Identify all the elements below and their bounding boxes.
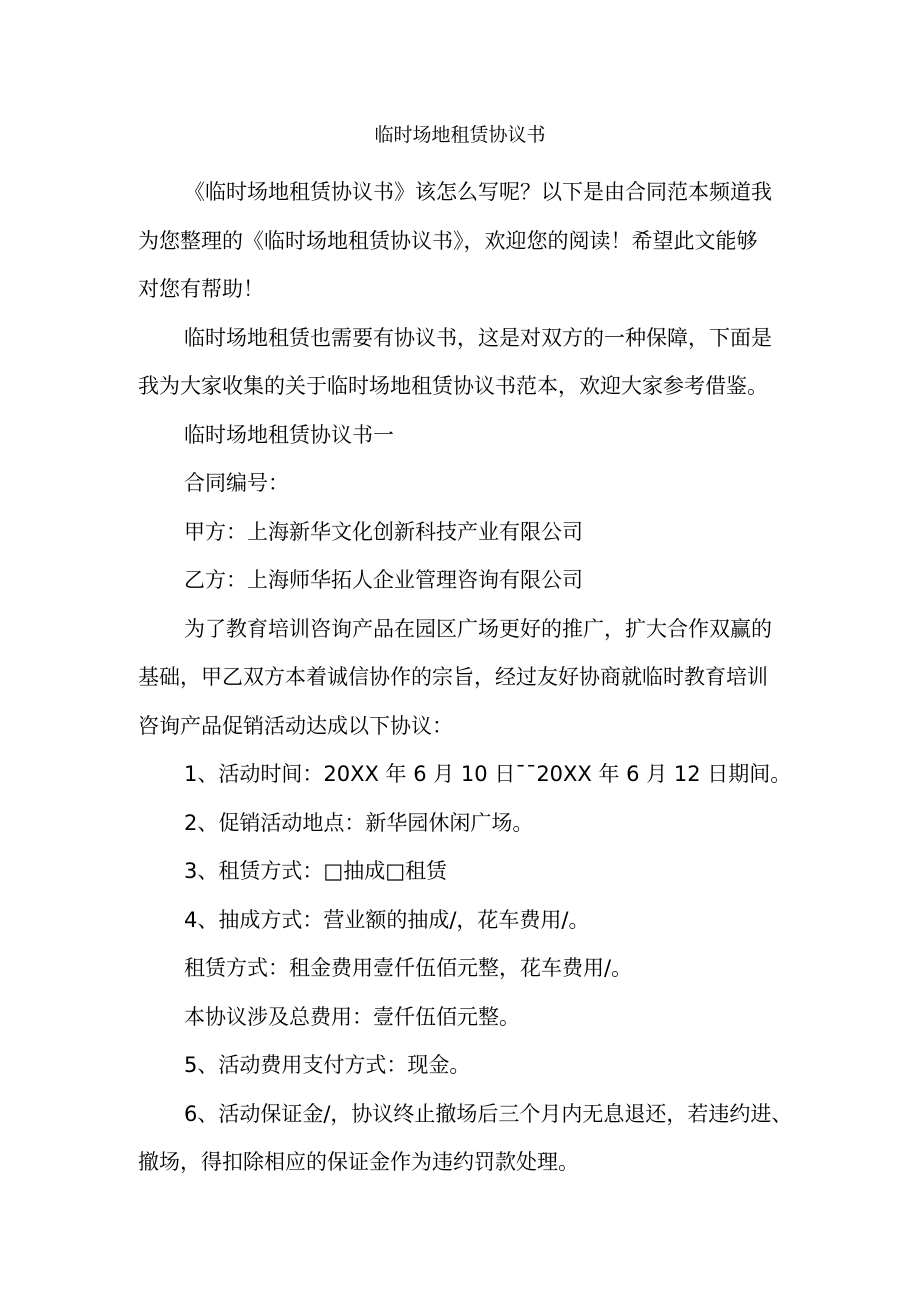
paragraph-purpose — [138, 605, 784, 751]
text-line: 4、抽成方式：营业额的抽成/，花车费用/。 — [184, 907, 590, 932]
text-line: 为了教育培训咨询产品在园区广场更好的推广，扩大合作双赢的 — [184, 616, 772, 641]
text-line: 撤场，得扣除相应的保证金作为违约罚款处理。 — [138, 1150, 579, 1174]
text-line: 合同编号： — [184, 471, 289, 495]
text-line: 为您整理的《临时场地租赁协议书》，欢迎您的阅读！希望此文能够 — [138, 228, 758, 253]
text-line: 1、活动时间：20XX 年 6 月 10 日¯¯20XX 年 6 月 12 日期间。 — [184, 762, 792, 786]
text-line: 我为大家收集的关于临时场地租赁协议书范本，欢迎大家参考借鉴。 — [138, 374, 768, 398]
paragraph-rental-method — [138, 944, 784, 993]
text-line: 3、租赁方式：□抽成□租赁 — [184, 859, 448, 883]
paragraph-clause-5 — [138, 1041, 784, 1090]
text-line: 6、活动保证金/，协议终止撤场后三个月内无息退还，若违约进、 — [184, 1101, 793, 1126]
paragraph-section-heading — [138, 411, 784, 460]
text-line: 甲方：上海新华文化创新科技产业有限公司 — [184, 519, 583, 544]
text-line: 《临时场地租赁协议书》该怎么写呢？以下是由合同范本频道我 — [184, 180, 772, 204]
text-line: 咨询产品促销活动达成以下协议： — [138, 713, 453, 738]
text-line: 临时场地租赁协议书一 — [184, 422, 394, 447]
text-line: 2、促销活动地点：新华园休闲广场。 — [184, 810, 534, 835]
text-line: 本协议涉及总费用：壹仟伍佰元整。 — [184, 1004, 520, 1029]
paragraph-clause-4 — [138, 896, 784, 945]
text-line: 基础，甲乙双方本着诚信协作的宗旨，经过友好协商就临时教育培训 — [138, 665, 768, 689]
text-line: 租赁方式：租金费用壹仟伍佰元整，花车费用/。 — [184, 956, 633, 980]
paragraph-contract-number — [138, 459, 784, 508]
paragraph-party-a — [138, 508, 784, 557]
paragraph-intro — [138, 168, 784, 314]
paragraph-clause-1 — [138, 750, 792, 799]
text-line: 乙方：上海师华拓人企业管理咨询有限公司 — [184, 568, 583, 592]
paragraph-total-cost — [138, 993, 784, 1042]
paragraph-party-b — [138, 556, 784, 605]
document-title: 临时场地租赁协议书 — [374, 124, 546, 146]
paragraph-clause-2 — [138, 799, 784, 848]
text-line: 临时场地租赁也需要有协议书，这是对双方的一种保障，下面是 — [184, 325, 772, 350]
document-body — [138, 168, 793, 1187]
paragraph-clause-3 — [138, 847, 784, 896]
text-line: 5、活动费用支付方式：现金。 — [184, 1053, 471, 1077]
text-line: 对您有帮助！ — [138, 277, 264, 301]
paragraph-clause-6 — [138, 1090, 793, 1187]
paragraph-preface — [138, 314, 784, 411]
